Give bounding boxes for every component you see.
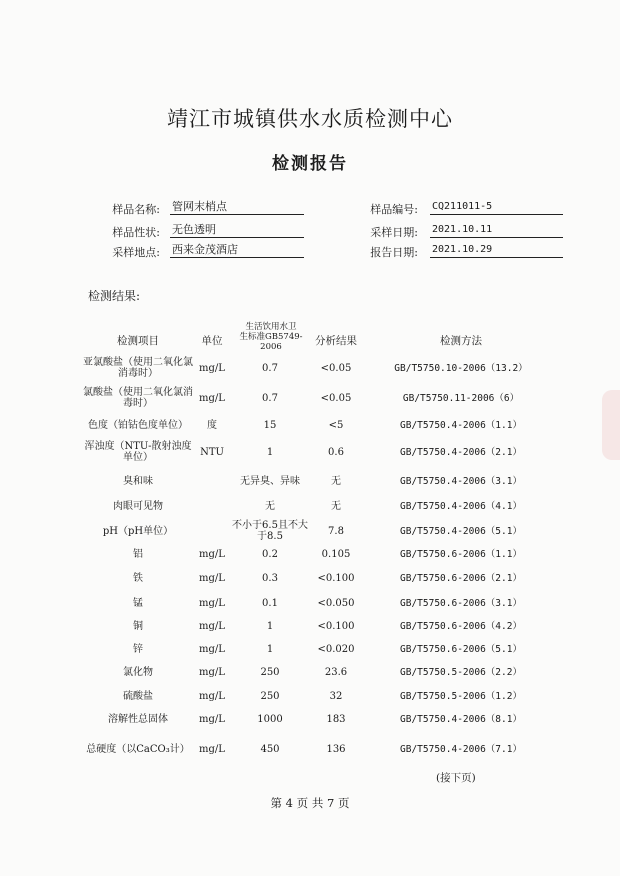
- cell-item: 铝: [133, 548, 143, 560]
- cell-limit: 450: [260, 743, 280, 755]
- sampling-site-label: 采样地点:: [112, 246, 160, 259]
- cell-limit: 1: [266, 643, 274, 655]
- cell-item: 色度（铂钴色度单位）: [88, 419, 188, 431]
- sampling-site-value: 西来金茂酒店: [170, 243, 304, 258]
- results-section-label: 检测结果:: [88, 289, 141, 303]
- cell-method: GB/T5750.11-2006（6）: [402, 392, 520, 404]
- table-row: [0, 386, 620, 410]
- cell-method: GB/T5750.4-2006（7.1）: [400, 743, 522, 755]
- table-row: [0, 660, 620, 684]
- cell-item: 铜: [133, 620, 143, 632]
- cell-limit: 不小于6.5且不大于8.5: [232, 520, 308, 542]
- cell-method: GB/T5750.4-2006（5.1）: [400, 525, 522, 537]
- cell-method: GB/T5750.4-2006（3.1）: [400, 475, 522, 487]
- cell-limit: 0.7: [262, 392, 278, 404]
- cell-limit: 0.1: [262, 597, 278, 609]
- cell-method: GB/T5750.6-2006（5.1）: [400, 643, 522, 655]
- cell-result: 无: [331, 500, 341, 512]
- cell-unit: mg/L: [199, 597, 225, 609]
- table-row: [0, 566, 620, 590]
- cell-item: 臭和味: [123, 475, 153, 487]
- cell-unit: [194, 494, 230, 518]
- cell-method: GB/T5750.4-2006（1.1）: [400, 419, 522, 431]
- sample-nature-value: 无色透明: [170, 223, 304, 238]
- header-unit: 单位: [201, 335, 223, 347]
- cell-limit: 250: [260, 666, 280, 678]
- cell-method: GB/T5750.6-2006（1.1）: [400, 548, 522, 560]
- cell-result: <0.100: [317, 620, 355, 632]
- cell-limit: 1000: [257, 713, 283, 725]
- cell-method: GB/T5750.10-2006（13.2）: [394, 362, 528, 374]
- sample-no-label: 样品编号:: [370, 203, 418, 216]
- table-row: [0, 614, 620, 638]
- cell-unit: [194, 469, 230, 493]
- sampling-date-label: 采样日期:: [370, 226, 418, 239]
- page-footer: 第 4 页 共 7 页: [270, 796, 350, 810]
- cell-unit: 度: [207, 419, 217, 431]
- cell-result: 7.8: [328, 525, 344, 537]
- cell-unit: mg/L: [199, 713, 225, 725]
- cell-item: 溶解性总固体: [108, 713, 168, 725]
- cell-result: <0.05: [320, 362, 352, 374]
- cell-result: 无: [331, 475, 341, 487]
- cell-result: 183: [326, 713, 346, 725]
- table-row: [0, 413, 620, 437]
- cell-item: 浑浊度（NTU-散射浊度单位）: [84, 441, 192, 463]
- cell-unit: mg/L: [199, 690, 225, 702]
- table-row: [0, 542, 620, 566]
- table-row: [0, 737, 620, 761]
- report-date-label: 报告日期:: [370, 246, 418, 259]
- cell-result: <0.050: [317, 597, 355, 609]
- table-row: [0, 356, 620, 380]
- seal-stamp-edge: [602, 390, 620, 460]
- table-row: [0, 684, 620, 708]
- cell-result: <0.05: [320, 392, 352, 404]
- cell-unit: mg/L: [199, 620, 225, 632]
- cell-item: pH（pH单位）: [102, 525, 174, 537]
- cell-item: 硫酸盐: [123, 690, 153, 702]
- cell-result: 32: [329, 690, 343, 702]
- cell-unit: NTU: [200, 446, 224, 458]
- table-row: [0, 440, 620, 464]
- header-limit-line1: 生活饮用水卫: [245, 322, 297, 332]
- cell-method: GB/T5750.6-2006（2.1）: [400, 572, 522, 584]
- cell-result: 23.6: [324, 666, 348, 678]
- report-date-value: 2021.10.29: [430, 243, 563, 258]
- cell-result: 0.105: [321, 548, 351, 560]
- cell-method: GB/T5750.6-2006（4.2）: [400, 620, 522, 632]
- cell-result: <0.020: [317, 643, 355, 655]
- cell-item: 锰: [133, 597, 143, 609]
- sample-nature-label: 样品性状:: [112, 226, 160, 239]
- cell-result: 0.6: [328, 446, 344, 458]
- cell-limit: 无异臭、异味: [240, 475, 300, 487]
- cell-method: GB/T5750.5-2006（1.2）: [400, 690, 522, 702]
- cell-unit: mg/L: [199, 643, 225, 655]
- cell-item: 锌: [133, 643, 143, 655]
- cell-method: GB/T5750.4-2006（8.1）: [400, 713, 522, 725]
- header-limit-line2: 生标准GB5749-: [239, 332, 303, 342]
- cell-unit: [194, 519, 230, 543]
- cell-limit: 15: [263, 419, 277, 431]
- header-result: 分析结果: [315, 335, 357, 347]
- cell-limit: 0.7: [262, 362, 278, 374]
- continue-note: (接下页): [436, 772, 476, 784]
- report-title: 检测报告: [272, 154, 348, 174]
- table-row: [0, 707, 620, 731]
- cell-item: 铁: [133, 572, 143, 584]
- header-item: 检测项目: [117, 335, 159, 347]
- cell-item: 氯化物: [123, 666, 153, 678]
- cell-method: GB/T5750.4-2006（2.1）: [400, 446, 522, 458]
- cell-item: 肉眼可见物: [113, 500, 163, 512]
- table-row: [0, 637, 620, 661]
- cell-unit: mg/L: [199, 548, 225, 560]
- sample-name-label: 样品名称:: [112, 203, 160, 216]
- cell-item: 氯酸盐（使用二氧化氯消毒时）: [83, 387, 193, 409]
- cell-limit: 0.2: [262, 548, 278, 560]
- cell-unit: mg/L: [199, 743, 225, 755]
- cell-item: 总硬度（以CaCO₃计）: [86, 743, 190, 755]
- cell-limit: 0.3: [262, 572, 278, 584]
- table-row: [0, 519, 620, 543]
- table-row: [0, 591, 620, 615]
- cell-limit: 1: [266, 620, 274, 632]
- cell-method: GB/T5750.6-2006（3.1）: [400, 597, 522, 609]
- sample-no-value: CQ211011-5: [430, 200, 563, 215]
- header-limit-line3: 2006: [260, 342, 282, 352]
- cell-result: <5: [328, 419, 344, 431]
- cell-unit: mg/L: [199, 572, 225, 584]
- organization-title: 靖江市城镇供水水质检测中心: [167, 107, 453, 131]
- cell-limit: 1: [266, 446, 274, 458]
- cell-result: 136: [326, 743, 346, 755]
- header-limit: [234, 322, 308, 352]
- cell-method: GB/T5750.5-2006（2.2）: [400, 666, 522, 678]
- cell-limit: 250: [260, 690, 280, 702]
- table-row: [0, 494, 620, 518]
- cell-method: GB/T5750.4-2006（4.1）: [400, 500, 522, 512]
- table-row: [0, 469, 620, 493]
- cell-unit: mg/L: [199, 392, 225, 404]
- cell-unit: mg/L: [199, 666, 225, 678]
- cell-unit: mg/L: [199, 362, 225, 374]
- cell-item: 亚氯酸盐（使用二氧化氯消毒时）: [83, 357, 193, 379]
- cell-result: <0.100: [317, 572, 355, 584]
- cell-limit: 无: [265, 500, 275, 512]
- header-method: 检测方法: [440, 335, 482, 347]
- sample-name-value: 管网末梢点: [170, 200, 304, 215]
- sampling-date-value: 2021.10.11: [430, 223, 563, 238]
